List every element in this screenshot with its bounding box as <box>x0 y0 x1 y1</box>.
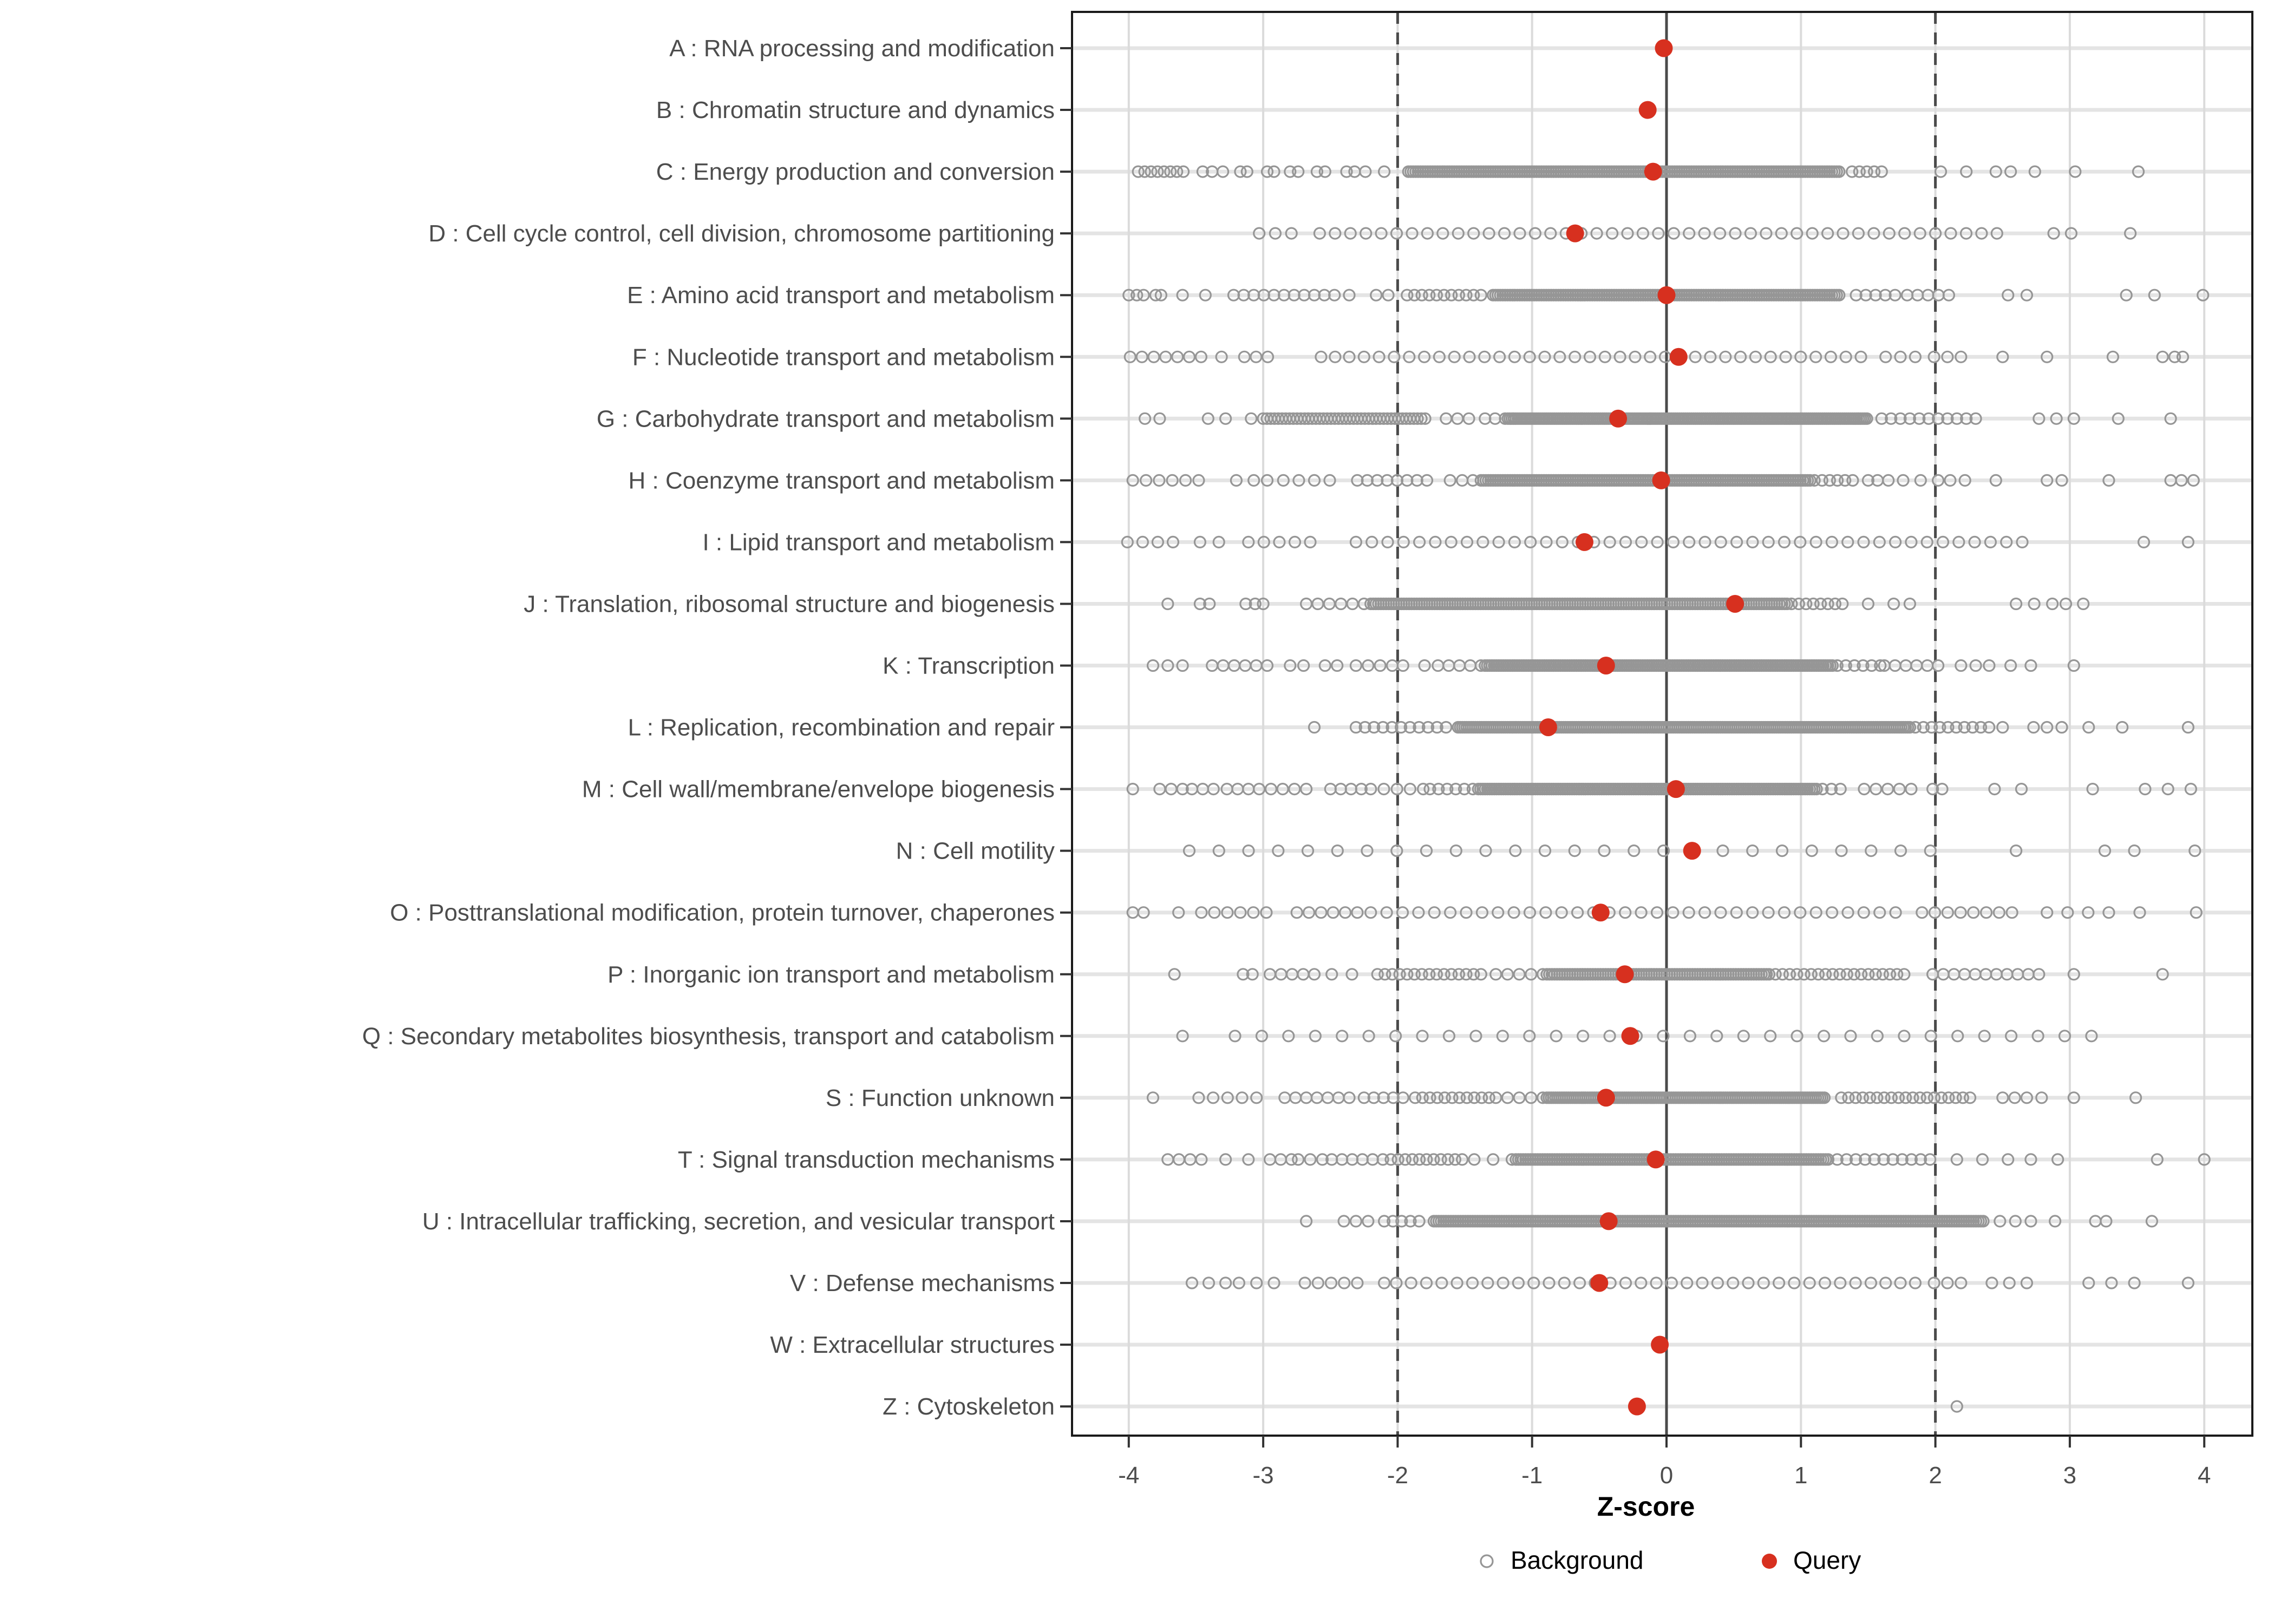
category-label: W : Extracellular structures <box>770 1332 1055 1359</box>
query-dot <box>1597 657 1615 675</box>
legend-background-marker-icon <box>1481 1555 1493 1567</box>
legend-background-label: Background <box>1511 1546 1644 1574</box>
category-label: G : Carbohydrate transport and metabolism <box>596 405 1055 433</box>
x-tick-label: 0 <box>1659 1462 1674 1489</box>
query-dot <box>1683 842 1701 860</box>
query-dot <box>1667 780 1685 798</box>
category-label: V : Defense mechanisms <box>789 1270 1055 1296</box>
x-tick-label: -3 <box>1252 1462 1274 1489</box>
x-tick-label: -2 <box>1387 1462 1408 1489</box>
category-label: I : Lipid transport and metabolism <box>702 529 1055 556</box>
legend-query-marker-icon <box>1762 1554 1777 1569</box>
x-tick-label: -1 <box>1521 1462 1543 1489</box>
category-label: F : Nucleotide transport and metabolism <box>632 344 1055 371</box>
category-label: M : Cell wall/membrane/envelope biogenesis <box>581 776 1055 803</box>
category-label: U : Intracellular trafficking, secretion, and vesicular transport <box>422 1208 1055 1235</box>
category-label: C : Energy production and conversion <box>656 159 1055 186</box>
x-tick-label: 1 <box>1794 1462 1808 1489</box>
category-label: P : Inorganic ion transport and metabolism <box>607 961 1055 988</box>
x-tick-label: 3 <box>2063 1462 2077 1489</box>
query-dot <box>1651 1336 1669 1354</box>
category-label: Q : Secondary metabolites biosynthesis, transport and catabolism <box>362 1023 1055 1050</box>
query-dot <box>1647 1150 1665 1168</box>
category-label: L : Replication, recombination and repair <box>628 714 1055 741</box>
query-dot <box>1576 533 1593 551</box>
query-dot <box>1600 1212 1618 1230</box>
category-label: D : Cell cycle control, cell division, chromosome partitioning <box>428 220 1055 247</box>
category-label: H : Coenzyme transport and metabolism <box>628 467 1055 494</box>
category-label: S : Function unknown <box>825 1084 1055 1111</box>
query-dot <box>1639 101 1657 119</box>
x-tick-label: -4 <box>1118 1462 1140 1489</box>
category-label: N : Cell motility <box>896 837 1055 865</box>
category-label: A : RNA processing and modification <box>669 35 1055 62</box>
query-dot <box>1622 1027 1639 1045</box>
query-dot <box>1670 348 1688 366</box>
query-dot <box>1616 965 1634 983</box>
query-dot <box>1655 40 1673 57</box>
category-label: J : Translation, ribosomal structure and biogenesis <box>524 591 1055 618</box>
query-dot <box>1590 1274 1608 1292</box>
query-dot <box>1658 286 1676 304</box>
category-label: B : Chromatin structure and dynamics <box>656 97 1055 124</box>
category-label: O : Posttranslational modification, protein turnover, chaperones <box>390 899 1055 926</box>
category-label: K : Transcription <box>883 652 1055 679</box>
query-dot <box>1609 410 1627 428</box>
query-dot <box>1539 718 1557 736</box>
x-axis-title: Z-score <box>1597 1491 1695 1522</box>
query-dot <box>1566 225 1584 243</box>
query-dot <box>1726 595 1744 613</box>
query-dot <box>1628 1398 1646 1416</box>
category-label: E : Amino acid transport and metabolism <box>627 282 1055 309</box>
query-dot <box>1592 903 1610 921</box>
query-dot <box>1652 472 1670 489</box>
x-tick-label: 4 <box>2197 1462 2211 1489</box>
query-dot <box>1597 1089 1615 1106</box>
category-label: T : Signal transduction mechanisms <box>677 1146 1055 1173</box>
x-tick-label: 2 <box>1929 1462 1942 1489</box>
query-dot <box>1644 163 1662 181</box>
legend-query-label: Query <box>1793 1546 1861 1574</box>
category-label: Z : Cytoskeleton <box>883 1393 1055 1420</box>
